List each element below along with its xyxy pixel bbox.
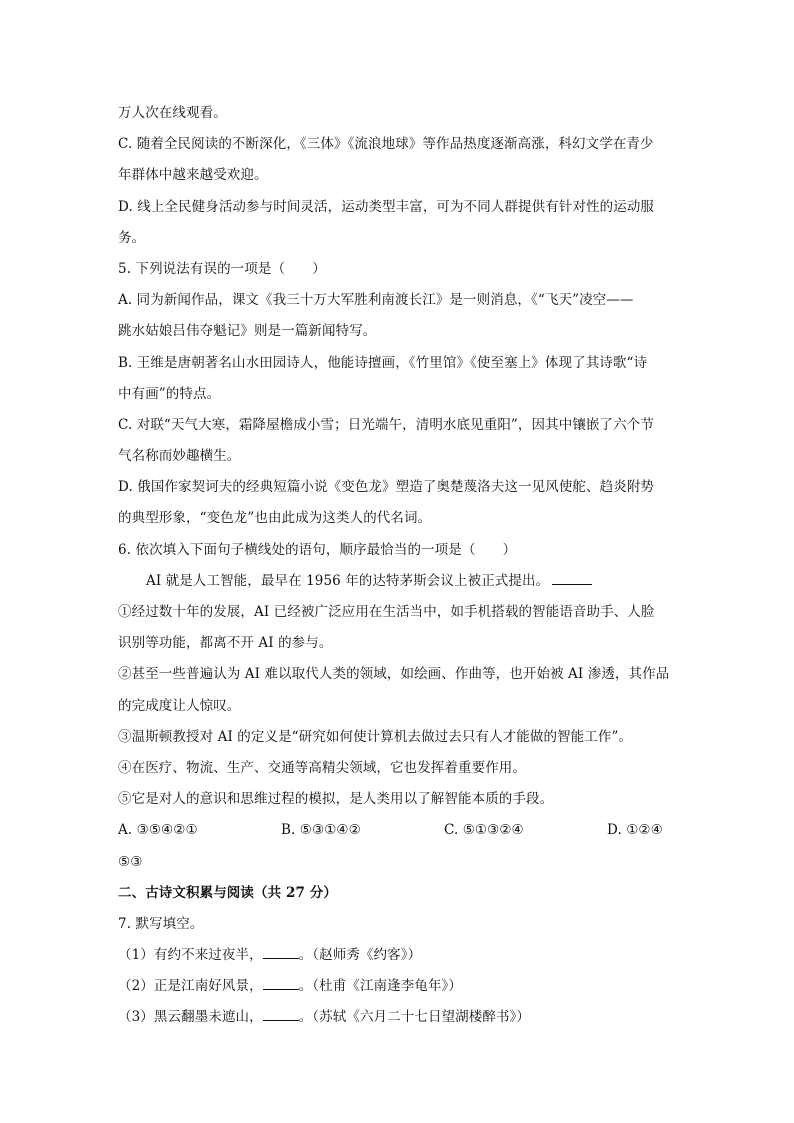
q7-item-1-prompt: （1）有约不来过夜半， [118,947,263,964]
q6-passage-text: AI 就是人工智能，最早在 1956 年的达特茅斯会议上被正式提出。 [146,572,550,589]
answer-blank[interactable] [552,572,592,585]
q6-sentence-5: ⑤它是对人的意识和思维过程的模拟，是人类用以了解智能本质的手段。 [118,791,554,808]
q6-option-b: B. ⑤③①④② [281,822,361,839]
q6-passage [118,566,678,597]
q6-option-d-continued: ⑤③ [118,853,143,870]
q6-sentence-2-line2: 的完成度让人惊叹。 [118,697,241,714]
section-title: 二、古诗文积累与阅读（共 27 分） [118,884,337,901]
q7-item-1-source: 。（赵师秀《约客》） [298,947,422,964]
q7-item-2 [118,971,678,1002]
q7-item-2-prompt: （2）正是江南好风景， [118,978,263,995]
text-line: 万人次在线观看。 [118,105,227,121]
q6-sentence-3: ③温斯顿教授对 AI 的定义是“研究如何使计算机去做过去只有人才能做的智能工作”。 [118,728,633,745]
q5-option-b-line2: 中有画”的特点。 [118,385,221,402]
q6-sentence-1-line2: 识别等功能，都离不开 AI 的参与。 [118,635,333,652]
q6-options [118,815,678,846]
q7-item-3-source: 。（苏轼《六月二十七日望湖楼醉书》） [298,1009,531,1026]
q5-option-d-line2: 的典型形象，“变色龙”也由此成为这类人的代名词。 [118,510,432,527]
q5-option-b-line1: B. 王维是唐朝著名山水田园诗人，他能诗擅画，《竹里馆》《使至塞上》体现了其诗歌“诗 [118,354,648,371]
q6-sentence-4: ④在医疗、物流、生产、交通等高精尖领域，它也发挥着重要作用。 [118,759,526,776]
answer-blank[interactable] [263,1008,299,1021]
q6-option-c: C. ⑤①③②④ [444,822,524,839]
q5-option-c-line2: 气名称而妙趣横生。 [118,448,241,465]
q6-option-d: D. ①②④ [607,822,663,839]
q6-sentence-2-line1: ②甚至一些普遍认为 AI 难以取代人类的领域，如绘画、作曲等，也开始被 AI 渗透，其作品 [118,666,670,683]
question-5-stem: 5. 下列说法有误的一项是（ ） [118,260,326,277]
q4-option-c-line2: 年群体中越来越受欢迎。 [118,167,268,184]
q5-option-c-line1: C. 对联“天气大寒，霜降屋檐成小雪；日光端午，清明水底见重阳”，因其中镶嵌了六个节 [118,416,654,433]
q5-option-a-line2: 跳水姑娘吕伟夺魁记》则是一篇新闻特写。 [118,323,377,340]
q5-option-a-line1: A. 同为新闻作品，课文《我三十万大军胜利南渡长江》是一则消息，《“飞天”凌空—— [118,292,634,309]
q7-item-2-source: 。（杜甫《江南逢李龟年》） [298,978,463,995]
q6-sentence-1-line1: ①经过数十年的发展，AI 已经被广泛应用在生活当中，如手机搭载的智能语音助手、人脸 [118,604,655,620]
q6-option-a: A. ③⑤④②① [118,822,198,839]
q4-option-c-line1: C. 随着全民阅读的不断深化，《三体》《流浪地球》等作品热度逐渐高涨，科幻文学在青少 [118,136,654,153]
answer-blank[interactable] [263,977,299,990]
q5-option-d-line1: D. 俄国作家契诃夫的经典短篇小说《变色龙》塑造了奥楚蔑洛夫这一见风使舵、趋炎附势 [118,479,655,496]
q7-item-3-prompt: （3）黑云翻墨未遮山， [118,1009,263,1026]
answer-blank[interactable] [263,946,299,959]
q7-item-3 [118,1002,678,1033]
question-7-stem: 7. 默写填空。 [118,915,204,932]
q4-option-d-line2: 务。 [118,229,146,246]
q4-option-d-line1: D. 线上全民健身活动参与时间灵活，运动类型丰富，可为不同人群提供有针对性的运动服 [118,198,655,215]
q7-item-1 [118,940,678,971]
question-6-stem: 6. 依次填入下面句子横线处的语句，顺序最恰当的一项是（ ） [118,541,517,558]
document-body [118,98,678,1034]
